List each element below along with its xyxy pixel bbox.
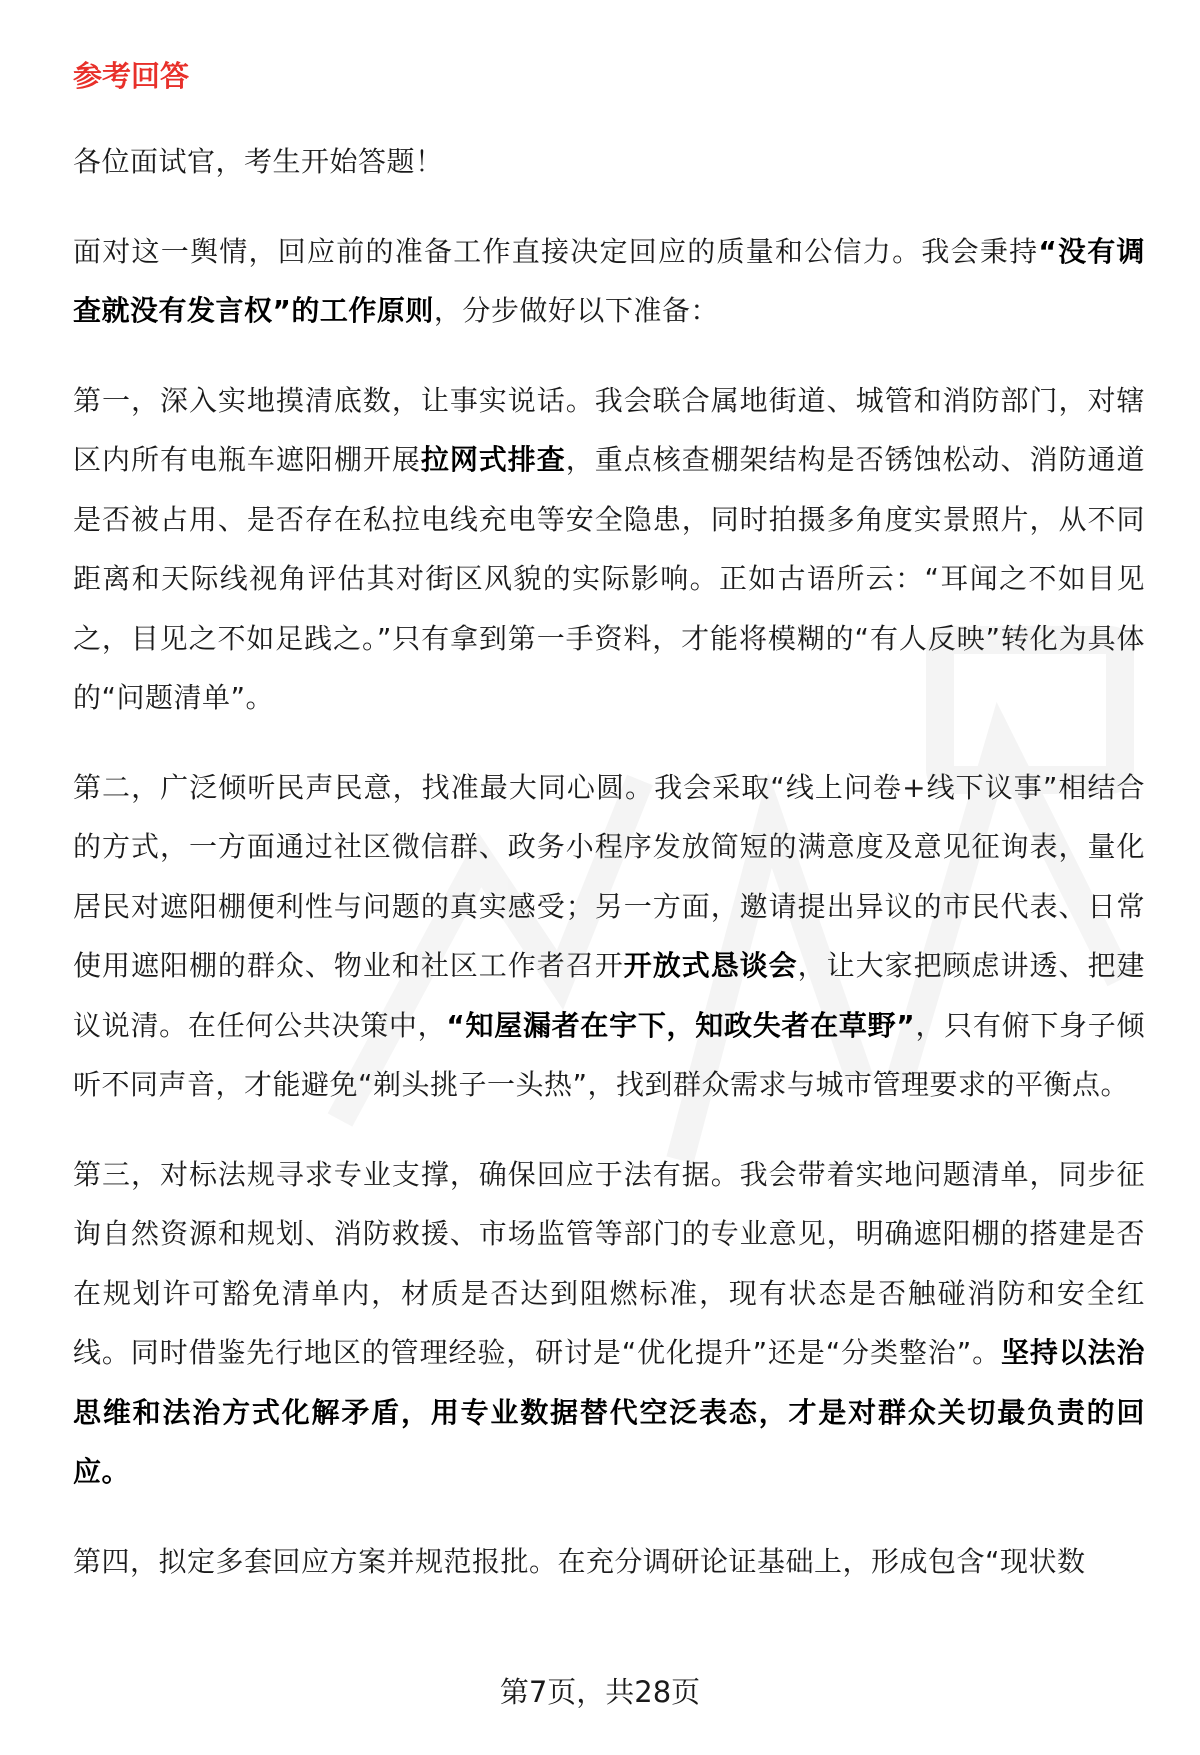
page-number-footer: 第7页，共28页 (499, 1675, 701, 1709)
answer-body (73, 132, 1145, 1621)
point-one-text-end: ，重点核查棚架结构是否锈蚀松动、消防通道是否被占用、是否存在私拉电线充电等安全隐患，同时拍摄多角度实景照片，从不同距离和天际线视角评估其对街区风貌的实际影响。正如古语所云：“耳闻之不如目见之，目见之不如足践之。”只有拿到第一手资料，才能将模糊的“有人反映”转化为具体的“问题清单”。 (73, 443, 1145, 714)
point-two-text-end: ，只有俯下身子倾听不同声音，才能避免“剃头挑子一头热”，找到群众需求与城市管理要求的平衡点。 (73, 1008, 1145, 1101)
answer-heading: 参考回答 (73, 59, 190, 93)
point-two-text-mid: ，让大家把顾虑讲透、把建议说清。在任何公共决策中， (73, 949, 1145, 1042)
point-one-paragraph (73, 371, 1145, 728)
intro-text: 面对这一舆情，回应前的准备工作直接决定回应的质量和公信力。我会秉持 (73, 234, 1039, 268)
point-two-text: 第二，广泛倾听民声民意，找准最大同心圆。我会采取“线上问卷+线下议事”相结合的方式，一方面通过社区微信群、政务小程序发放简短的满意度及意见征询表，量化居民对遮阳棚便利性与问题的真实感受；另一方面，邀请提出异议的市民代表、日常使用遮阳棚的群众、物业和社区工作者召开 (73, 770, 1145, 982)
point-three-bold-conclusion: 坚持以法治思维和法治方式化解矛盾，用专业数据替代空泛表态，才是对群众关切最负责的回应。 (73, 1336, 1145, 1488)
greeting-paragraph: 各位面试官，考生开始答题！ (73, 145, 444, 178)
point-four-text: 第四，拟定多套回应方案并规范报批。在充分调研论证基础上，形成包含“现状数 (73, 1544, 1086, 1578)
intro-text-end: ，分步做好以下准备： (433, 294, 719, 327)
point-three-paragraph (73, 1145, 1145, 1502)
point-three-text: 第三，对标法规寻求专业支撑，确保回应于法有据。我会带着实地问题清单，同步征询自然资源和规划、消防救援、市场监管等部门的专业意见，明确遮阳棚的搭建是否在规划许可豁免清单内，材质是否达到阻燃标准，现有状态是否触碰消防和安全红线。同时借鉴先行地区的管理经验，研讨是“优化提升”还是“分类整治”。 (73, 1157, 1145, 1369)
point-two-bold-meeting: 开放式恳谈会 (623, 949, 798, 982)
intro-paragraph (73, 222, 1145, 341)
point-two-paragraph (73, 758, 1145, 1115)
point-one-bold: 拉网式排查 (420, 443, 566, 476)
point-four-paragraph (73, 1532, 1145, 1592)
point-two-bold-quote: “知屋漏者在宇下，知政失者在草野” (446, 1008, 916, 1042)
point-one-text: 第一，深入实地摸清底数，让事实说话。我会联合属地街道、城管和消防部门，对辖区内所有电瓶车遮阳棚开展 (73, 383, 1145, 476)
intro-bold-principle: “没有调查就没有发言权”的工作原则 (73, 234, 1145, 327)
